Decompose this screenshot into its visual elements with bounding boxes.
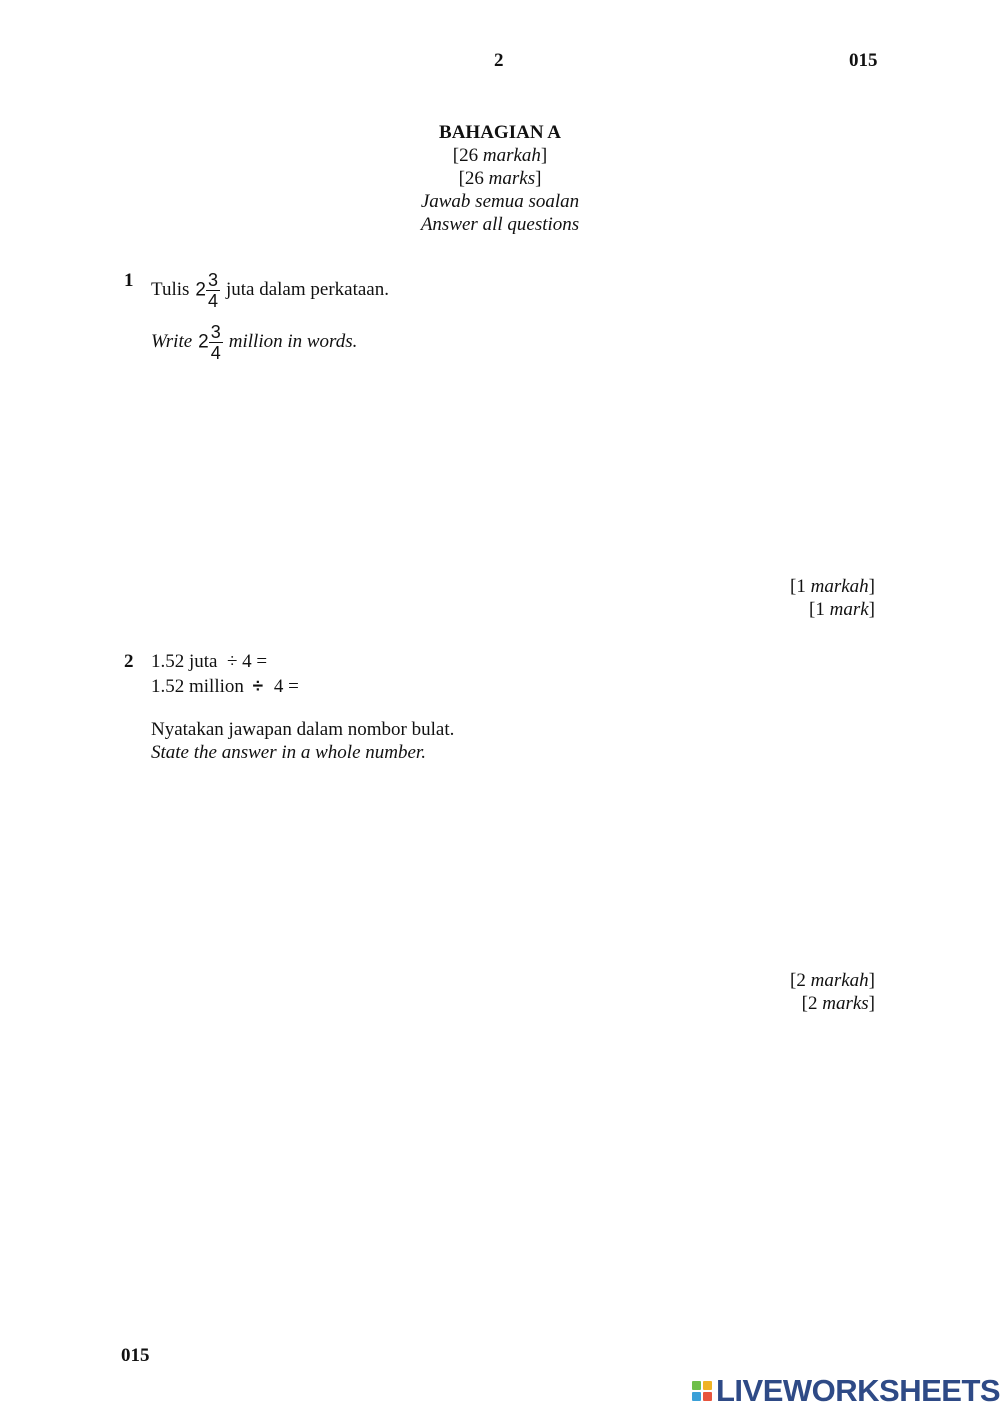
section-heading	[0, 121, 1000, 236]
question-1-marks	[790, 575, 875, 621]
marks-ms: [2 markah]	[790, 970, 875, 991]
question-2-marks	[790, 969, 875, 1015]
instruction-en: Answer all questions	[420, 214, 580, 235]
question-2-number: 2	[124, 651, 134, 672]
liveworksheets-logo-icon	[692, 1381, 712, 1401]
marks-en: [2 marks]	[801, 993, 875, 1014]
question-1-number: 1	[124, 270, 134, 291]
section-marks-en: [26 marks]	[458, 168, 542, 189]
paper-code: 015	[849, 50, 878, 71]
mixed-fraction: 2 $\frac{3}{4}$	[195, 269, 218, 311]
footer-code: 015	[121, 1345, 150, 1366]
question-1-line-en: Write 2 $\frac{3}{4}$ million in words.	[151, 321, 358, 363]
liveworksheets-logo-text: LIVEWORKSHEETS	[716, 1373, 1000, 1408]
page-number: 2	[494, 50, 504, 71]
marks-en: [1 mark]	[809, 599, 875, 620]
question-2-line-ms: 1.52 juta ÷ 4 =	[151, 651, 268, 672]
instruction-ms: Jawab semua soalan	[420, 191, 580, 212]
section-title: BAHAGIAN A	[439, 122, 561, 143]
question-2-line-en: 1.52 million ÷ 4 =	[151, 676, 299, 697]
question-2-note-ms: Nyatakan jawapan dalam nombor bulat.	[151, 719, 455, 740]
question-2-note-en: State the answer in a whole number.	[151, 742, 426, 763]
liveworksheets-logo	[692, 1374, 1000, 1408]
question-1-line-ms: Tulis 2 $\frac{3}{4}$ juta dalam perkataan.	[151, 269, 389, 311]
section-marks-ms: [26 markah]	[452, 145, 548, 166]
divide-sign: ÷	[252, 676, 264, 697]
mixed-fraction: 2 $\frac{3}{4}$	[198, 321, 221, 363]
marks-ms: [1 markah]	[790, 576, 875, 597]
